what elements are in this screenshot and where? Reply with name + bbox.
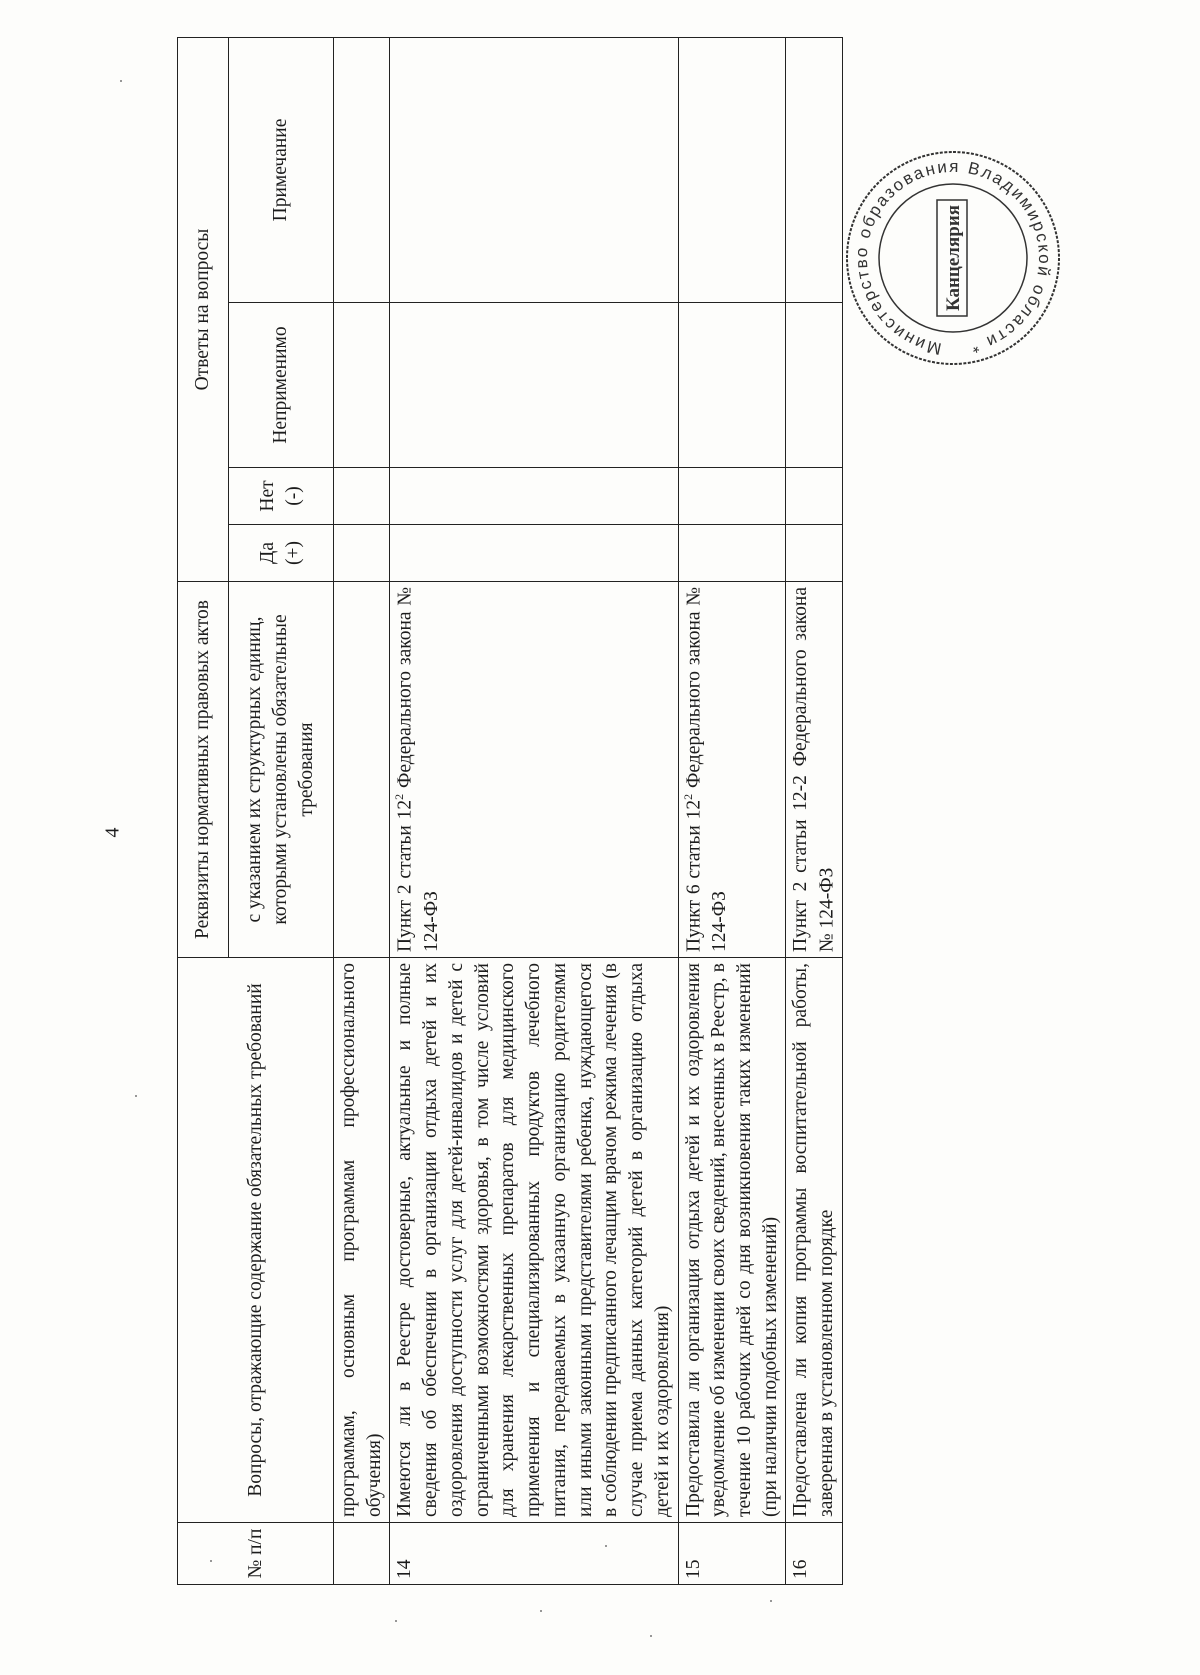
scan-speck: [120, 80, 122, 82]
row-yes: [786, 525, 843, 582]
requisites-superscript: 2: [392, 793, 407, 800]
row-question: Имеются ли в Реестре достоверные, актуальные и полные сведения об обеспечении в организации отдыха детей и их оздоровления доступности услуг для детей-инвалидов и детей с ограниченными возможностями здоровья, в том числе условий для хранения лекарственных препаратов для медицинского применения и специализированных продуктов лечебного питания, передаваемых в указанную организацию родителями или иными законными представителями ребенка, нуждающегося в соблюдении предписанного лечащим врачом режима лечения (в случае приема данных категорий детей в организацию отдыха детей и их оздоровления): [390, 958, 678, 1523]
table-header-row-1: [178, 37, 229, 1584]
row-note: [390, 37, 678, 302]
scan-speck: [770, 1600, 772, 1602]
header-answers: Ответы на вопросы: [178, 37, 229, 581]
row-yes: [678, 525, 786, 582]
table-row: [786, 37, 843, 1584]
header-no: Нет (-): [229, 468, 334, 525]
row-na: [390, 303, 678, 468]
scan-speck: [650, 1635, 652, 1637]
scan-speck: [135, 1095, 137, 1097]
row-num: 16: [786, 1523, 843, 1585]
requisites-text: Пункт 2 статьи 12: [394, 799, 416, 952]
header-note: Примечание: [229, 37, 334, 302]
scan-speck: [540, 1610, 542, 1612]
scan-speck: [210, 1560, 212, 1562]
header-not-applicable: Неприменимо: [229, 303, 334, 468]
row-num: [334, 1523, 390, 1585]
header-requisites-top: Реквизиты нормативных правовых актов: [178, 582, 229, 958]
header-questions: Вопросы, отражающие содержание обязательных требований: [178, 958, 334, 1523]
row-requisites: [786, 582, 843, 958]
page-number: 4: [101, 827, 124, 838]
row-note: [334, 37, 390, 302]
requisites-text: Пункт 6 статьи 12: [683, 799, 705, 952]
office-stamp: [843, 148, 1063, 368]
scan-speck: [395, 1620, 397, 1622]
requisites-text-post: Федерального закона № 124-ФЗ: [394, 587, 442, 952]
requisites-text-post: Федерального закона № 124-ФЗ: [683, 587, 730, 952]
row-no: [334, 468, 390, 525]
row-no: [390, 468, 678, 525]
row-requisites: [390, 582, 678, 958]
row-requisites: [678, 582, 786, 958]
row-yes: [390, 525, 678, 582]
scan-speck: [605, 1545, 607, 1547]
row-num: 15: [678, 1523, 786, 1585]
row-question: программам, основным программам профессионального обучения): [334, 958, 390, 1523]
row-na: [678, 303, 786, 468]
row-na: [786, 303, 843, 468]
requirements-table: [177, 37, 843, 1585]
table-row: [390, 37, 678, 1584]
header-num: № п/п: [178, 1523, 334, 1585]
table-row: [334, 37, 390, 1584]
stamp-center-text: Канцелярия: [943, 204, 964, 312]
row-question: Предоставлена ли копия программы воспитательной работы, заверенная в установленном порядке: [786, 958, 843, 1523]
row-na: [334, 303, 390, 468]
requisites-superscript: 2: [680, 793, 695, 800]
row-yes: [334, 525, 390, 582]
header-yes: Да (+): [229, 525, 334, 582]
row-num: 14: [390, 1523, 678, 1585]
stamp-ring-text: Министерство образования Владимирской области *: [851, 156, 1055, 359]
requisites-text: Пункт 2 статьи 12-2 Федерального закона № 124-ФЗ: [790, 587, 838, 952]
row-question: Предоставила ли организация отдыха детей и их оздоровления уведомление об изменении своих сведений, внесенных в Реестр, в течение 10 рабочих дней со дня возникновения таких изменений (при наличии подобных изменений): [678, 958, 786, 1523]
header-requisites-bottom: с указанием их структурных единиц, которыми установлены обязательные требования: [229, 582, 334, 958]
row-note: [678, 37, 786, 302]
row-no: [678, 468, 786, 525]
row-requisites: [334, 582, 390, 958]
row-no: [786, 468, 843, 525]
table-row: [678, 37, 786, 1584]
row-note: [786, 37, 843, 302]
